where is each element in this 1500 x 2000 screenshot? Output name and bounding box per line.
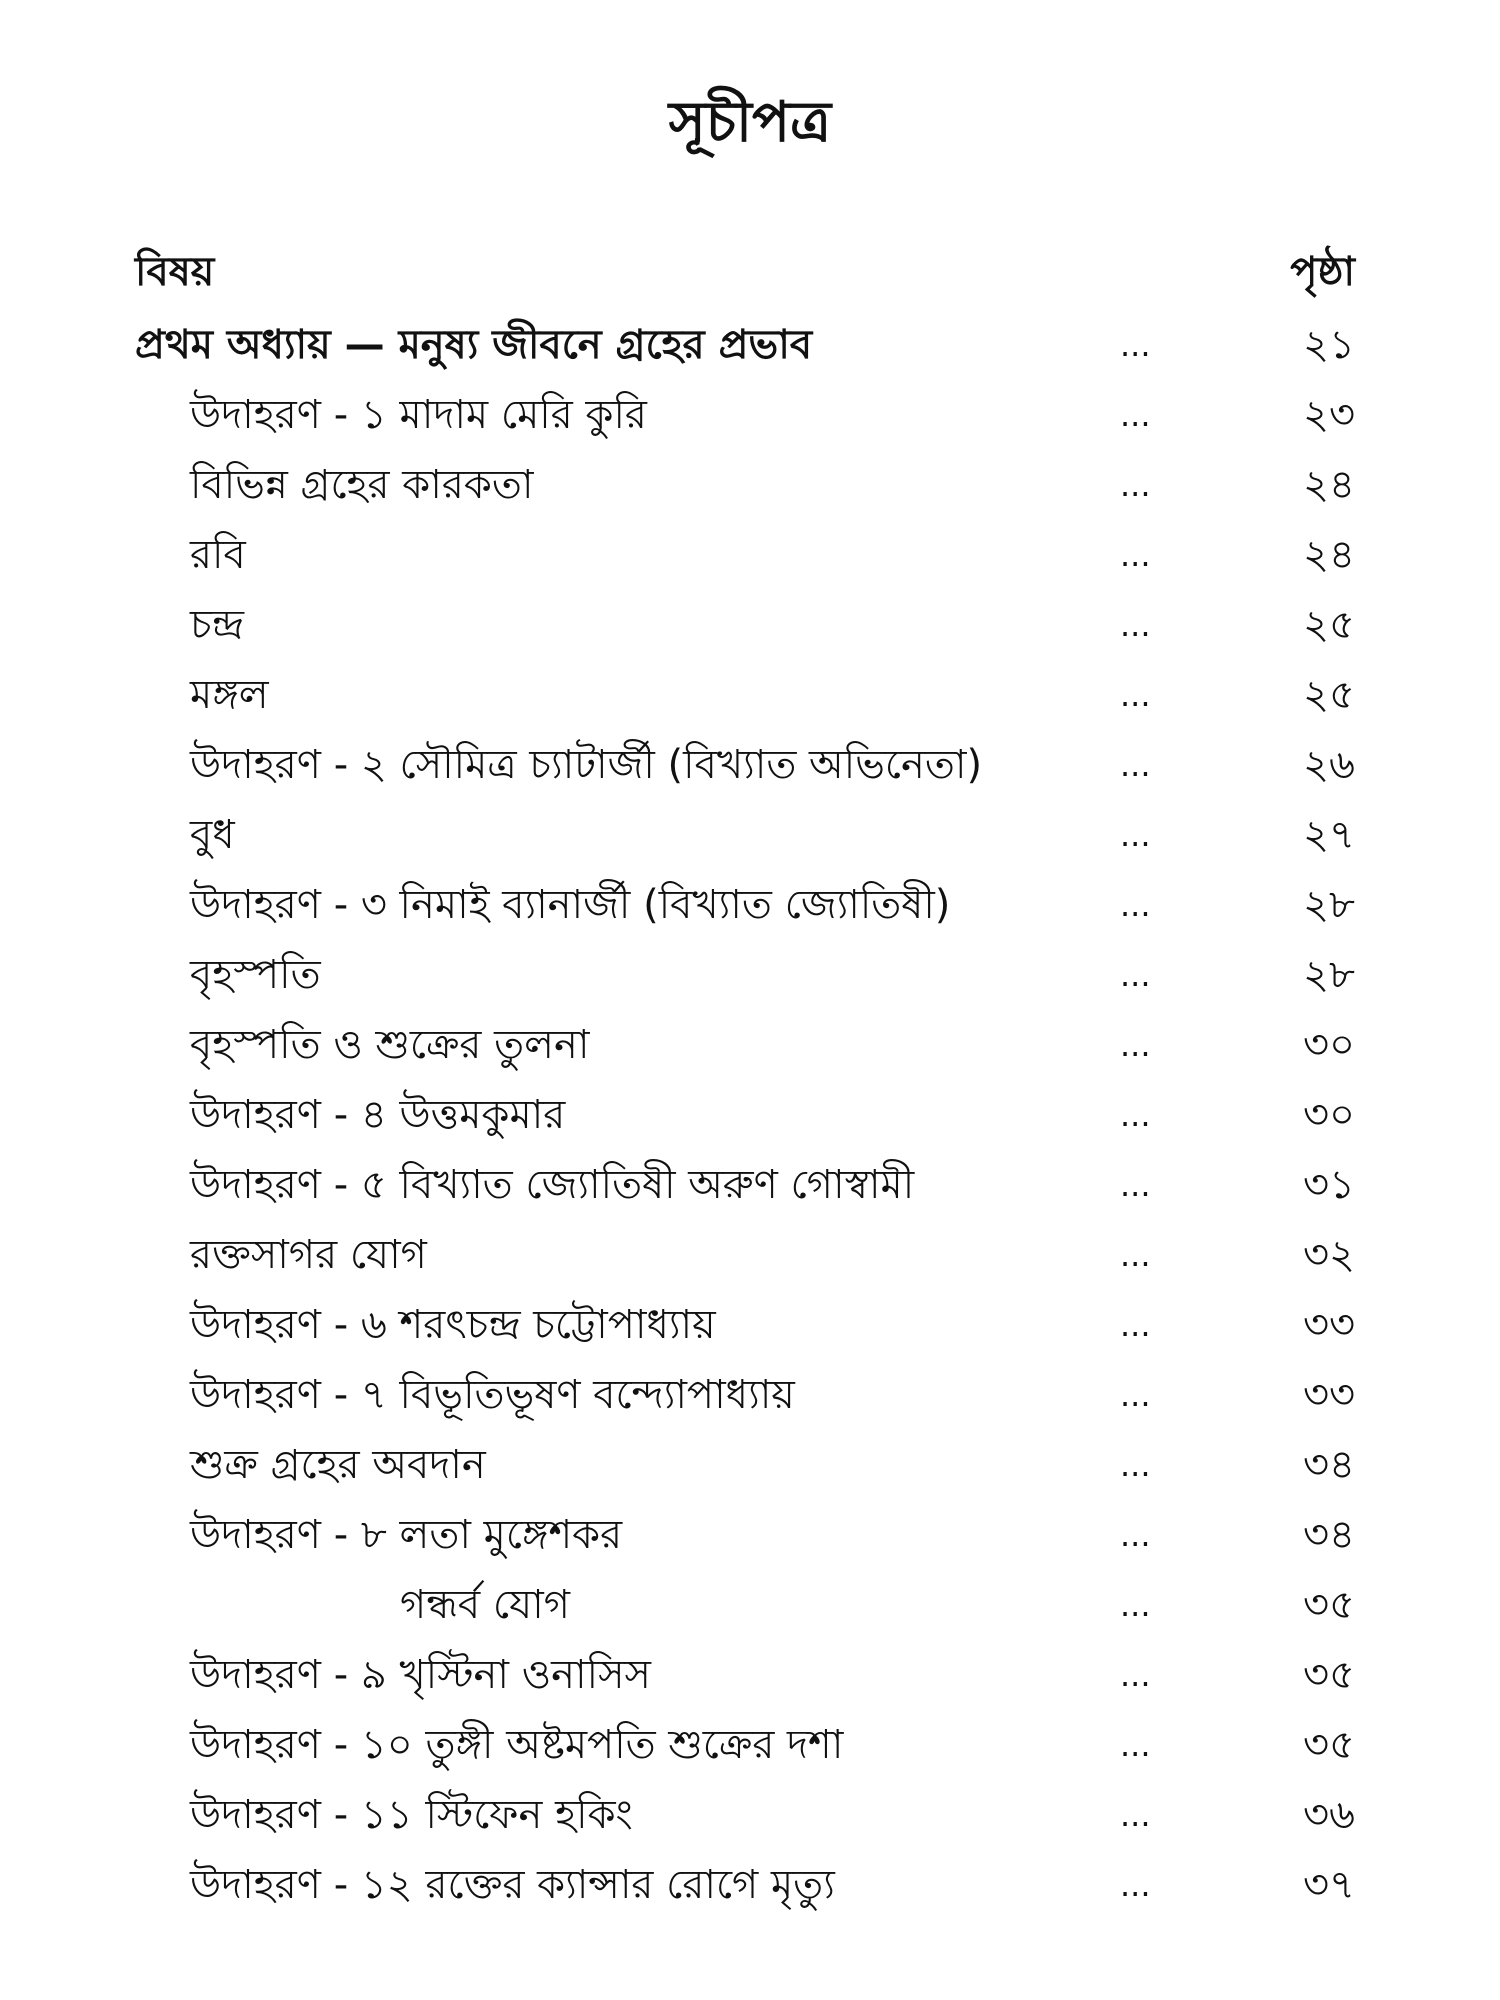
entry-title: বৃহস্পতি ও শুক্রের তুলনা (190, 1022, 590, 1068)
page-number: ৩৬ (1302, 1792, 1355, 1838)
toc-entry (135, 1290, 1355, 1360)
toc-entry (135, 590, 1355, 660)
leader-dots: ... (1120, 466, 1151, 504)
toc-entry (135, 1220, 1355, 1290)
leader-dots: ... (1120, 816, 1151, 854)
leader-dots: ... (1120, 1516, 1151, 1554)
leader-dots: ... (1120, 1866, 1151, 1904)
page-number: ৩৫ (1303, 1582, 1355, 1628)
toc-entry (135, 1570, 1355, 1640)
subject-column-heading: বিষয় (135, 249, 215, 295)
entry-title: উদাহরণ - ১১ স্টিফেন হকিং (190, 1792, 633, 1838)
toc-entry (135, 1850, 1355, 1920)
page-number: ২৬ (1302, 742, 1355, 788)
table-of-contents (135, 235, 1355, 1920)
leader-dots: ... (1120, 1306, 1151, 1344)
entry-title: বৃহস্পতি (190, 952, 321, 998)
toc-entry (135, 1360, 1355, 1430)
entry-title: উদাহরণ - ৩ নিমাই ব্যানার্জী (বিখ্যাত জ্যোতিষী) (190, 882, 951, 928)
leader-dots: ... (1120, 1656, 1151, 1694)
page-number: ২৫ (1303, 602, 1355, 648)
toc-entry (135, 1430, 1355, 1500)
leader-dots: ... (1120, 1796, 1151, 1834)
toc-entry (135, 1780, 1355, 1850)
entry-title: গন্ধর্ব যোগ (400, 1582, 570, 1628)
page-number: ২৭ (1302, 812, 1355, 858)
toc-entry (135, 730, 1355, 800)
leader-dots: ... (1120, 1446, 1151, 1484)
leader-dots: ... (1120, 1726, 1151, 1764)
toc-entry (135, 1080, 1355, 1150)
entry-title: উদাহরণ - ২ সৌমিত্র চ্যাটার্জী (বিখ্যাত অভিনেতা) (190, 742, 983, 788)
leader-dots: ... (1120, 1236, 1151, 1274)
page-number: ২৩ (1302, 392, 1355, 438)
leader-dots: ... (1120, 536, 1151, 574)
page-number: ৩৪ (1303, 1442, 1355, 1488)
chapter-heading-row (135, 310, 1355, 380)
entry-title: উদাহরণ - ১২ রক্তের ক্যান্সার রোগে মৃত্যু (190, 1862, 835, 1908)
leader-dots: ... (1120, 956, 1151, 994)
page-number: ৩০ (1302, 1092, 1355, 1138)
toc-header (135, 235, 1355, 310)
entry-title: উদাহরণ - ৬ শরৎচন্দ্র চট্টোপাধ্যায় (190, 1302, 716, 1348)
leader-dots: ... (1120, 676, 1151, 714)
entry-title: শুক্র গ্রহের অবদান (190, 1442, 486, 1488)
toc-entry (135, 1710, 1355, 1780)
page-number: ৩৩ (1302, 1302, 1355, 1348)
toc-entry (135, 520, 1355, 590)
entry-title: মঙ্গল (190, 672, 269, 718)
page-title: সূচীপত্র (668, 90, 832, 155)
page-number: ২১ (1303, 322, 1355, 368)
leader-dots: ... (1120, 1096, 1151, 1134)
toc-entry (135, 1500, 1355, 1570)
toc-entry (135, 1010, 1355, 1080)
leader-dots: ... (1120, 746, 1151, 784)
toc-entry (135, 450, 1355, 520)
page-number: ২৮ (1303, 882, 1355, 928)
toc-entries (135, 310, 1355, 1920)
entry-title: উদাহরণ - ১ মাদাম মেরি কুরি (190, 392, 647, 438)
page-number: ২৪ (1303, 532, 1355, 578)
toc-entry (135, 660, 1355, 730)
leader-dots: ... (1120, 606, 1151, 644)
toc-entry (135, 800, 1355, 870)
toc-entry (135, 870, 1355, 940)
entry-title: বিভিন্ন গ্রহের কারকতা (190, 462, 534, 508)
leader-dots: ... (1120, 1586, 1151, 1624)
toc-entry (135, 380, 1355, 450)
entry-title: চন্দ্র (190, 602, 244, 648)
entry-title: প্রথম অধ্যায় — মনুষ্য জীবনে গ্রহের প্রভাব (135, 322, 813, 368)
leader-dots: ... (1120, 326, 1151, 364)
entry-title: উদাহরণ - ৮ লতা মুঙ্গেশকর (190, 1512, 623, 1558)
leader-dots: ... (1120, 1376, 1151, 1414)
entry-title: উদাহরণ - ৭ বিভূতিভূষণ বন্দ্যোপাধ্যায় (190, 1372, 795, 1418)
entry-title: রক্তসাগর যোগ (190, 1232, 427, 1278)
leader-dots: ... (1120, 886, 1151, 924)
entry-title: উদাহরণ - ৫ বিখ্যাত জ্যোতিষী অরুণ গোস্বামী (190, 1162, 915, 1208)
page-number: ২৪ (1303, 462, 1355, 508)
entry-title: বুধ (190, 812, 235, 858)
entry-title: উদাহরণ - ৪ উত্তমকুমার (190, 1092, 566, 1138)
leader-dots: ... (1120, 1026, 1151, 1064)
toc-entry (135, 940, 1355, 1010)
entry-title: উদাহরণ - ১০ তুঙ্গী অষ্টমপতি শুক্রের দশা (190, 1722, 844, 1768)
page-number: ৩৫ (1303, 1722, 1355, 1768)
page-number: ৩০ (1302, 1022, 1355, 1068)
page-number: ২৮ (1303, 952, 1355, 998)
page-column-heading: পৃষ্ঠা (1290, 249, 1355, 295)
leader-dots: ... (1120, 1166, 1151, 1204)
page-number: ৩৫ (1303, 1652, 1355, 1698)
leader-dots: ... (1120, 396, 1151, 434)
entry-title: উদাহরণ - ৯ খৃস্টিনা ওনাসিস (190, 1652, 651, 1698)
page-number: ৩৭ (1302, 1862, 1355, 1908)
page-number: ৩২ (1302, 1232, 1355, 1278)
page-number: ৩১ (1303, 1162, 1355, 1208)
page-number: ৩৩ (1302, 1372, 1355, 1418)
toc-entry (135, 1640, 1355, 1710)
page-number: ২৫ (1303, 672, 1355, 718)
toc-entry (135, 1150, 1355, 1220)
page-number: ৩৪ (1303, 1512, 1355, 1558)
entry-title: রবি (190, 532, 246, 578)
